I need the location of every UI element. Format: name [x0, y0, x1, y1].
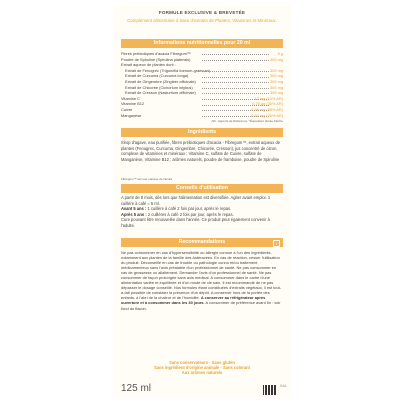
nutrient-value: 305 mg [270, 67, 283, 73]
recommendations-title: Recommandations [178, 239, 226, 245]
formula-title: FORMULE EXCLUSIVE & BREVETÉE [158, 10, 246, 15]
ingredients-text: Sirop d'agave, eau purifiée, fibres prébiotiques d'acacia - Fibregum™, extrait aqueux de plantes (Fenugrec, Curcuma, Gingembre, Chicorée, Cresson), jus concentré de citron, complexe de vitamines et minéraux : Vitamine C, sulfate de Cuivre, sulfate de Manganèse, Vitamine B12 ; arômes naturels, poudre de framboise, poudre de Spiruline [121, 140, 281, 162]
leader-dots [202, 93, 269, 94]
nutrient-name: Extrait de Curcuma (Curcuma longa) [125, 73, 189, 79]
nutrition-header [121, 39, 283, 48]
product-label [113, 5, 291, 397]
claim-1: Sans conservateurs - Sans gluten [169, 360, 235, 365]
leader-dots [202, 60, 269, 61]
nutrient-value: 12 mg (15% AR) [254, 95, 283, 101]
nutrient-name: Extrait aqueux de plantes dont : [121, 62, 176, 68]
nutrient-name: Vitamine C [121, 95, 140, 101]
nutrient-name: Extrait de Chicorée (Cichorium intybus) [125, 84, 193, 90]
nutrient-name: Extrait de Gingembre (Zingiber officinale) [125, 79, 196, 84]
product-claims [121, 360, 283, 376]
nutrition-row [121, 107, 283, 112]
claim-3: Aux arômes naturels [181, 370, 223, 376]
trademark-note: Fibregum™ est une marque de Nexira [121, 177, 173, 181]
nutrition-row [121, 113, 283, 118]
recommendations-text: Ne pas consommer en cas d'hypersensibilité ou allergie connue à l'un des ingrédients, notamment aux plantes de la famille des Astéracées. En cas de réaction, cesser l'utilisation du produit. Déconseillé en cas de trouble ou pathologie connu et/ou traitement médicamenteux sans l'avis préalable d'un professionnel de santé. Ne pas consommer en cas de grossesse ou allaitement. Demander l'avis d'un professionnel de santé. Ne pas consommer de façon prolongée sans avis médical. A consommer dans le cadre d'une alimentation variée et équilibrée et d'un mode de vie sain. Il est recommandé de ne pas dépasser le dosage conseillé. Nos formules étant constituées d'extraits végétaux, il est tout-à-fait possible de constater la présence d'un dépôt. A conserver hors de la portée des enfants, à l'abri de la chaleur et de l'humidité. A conserver au réfrigérateur après ouverture et à consommer dans les 30 jours. A consommer de préférence avant fin : voir fond du flacon. [121, 250, 282, 311]
nutrition-footnote: AR : Apports de Référence. *Équivalent plante fraîche [211, 119, 283, 123]
nutrition-row [121, 73, 283, 78]
leader-dots [202, 54, 269, 55]
product-description: Complément alimentaire à base d'extraits de Plantes, Vitamines et Minéraux. [127, 18, 277, 23]
ingredients-title: Ingrédients [188, 129, 216, 135]
nutrition-row [121, 51, 283, 56]
nutrition-row [121, 85, 283, 90]
nutrition-row [121, 101, 283, 106]
leader-dots [202, 88, 269, 89]
nutrition-row [121, 79, 283, 84]
barcode-icon [263, 385, 277, 395]
claim-2: Sans ingrédient d'origine animale - Sans colorant [153, 365, 251, 371]
leader-dots [202, 77, 269, 78]
nutrient-value: 0,75 µg (30% AR) [252, 101, 283, 107]
usage-text: A partir de 8 mois, dès lors que l'alimentation est diversifiée. Agiter avant emploi. 1 cuillère à café = 5 ml. Avant 5 ans : 1 cuillère à café 2 fois par jour, après le repas. Après 5 ans : 2 cuillères à café 2 fois par jour, après le repas. Cure pouvant être renouvelée dans l'année. Ce produit peut également convenir à l'adulte. [121, 195, 271, 228]
nutrient-value: 305 mg [270, 90, 283, 96]
nutrient-name: Manganèse [121, 112, 142, 118]
nutrient-name: Poudre de Spiruline (Spirulina platensis) [121, 56, 191, 62]
nutrient-value: 5 g [277, 51, 283, 56]
usage-header [121, 184, 283, 193]
nutrition-row [121, 68, 283, 73]
nutrient-name: Vitamine B12 [121, 101, 145, 107]
nutrition-row [121, 57, 283, 62]
volume: 125 ml [121, 383, 152, 394]
nutrient-name: Extrait de Fenugrec (Trigonella foenum-graecum) [125, 67, 211, 73]
leader-dots [202, 82, 269, 83]
ingredients-header [121, 128, 283, 137]
nutrient-name: Fibres prébiotiques d'acacia Fibregum™ [121, 51, 191, 56]
nutrition-row [121, 96, 283, 101]
usage-title: Conseils d'utilisation [176, 185, 228, 191]
warning-icon: ! [273, 240, 280, 247]
recommendations-header [121, 238, 283, 247]
nutrient-name: Cuivre [121, 107, 133, 112]
nutrient-value: 305 mg [270, 73, 283, 79]
leader-dots [202, 71, 269, 72]
nutrient-name: Extrait de Cresson (Nasturtium officinale) [125, 90, 196, 96]
nutrient-value: 305 mg [270, 84, 283, 90]
nutrient-value: 0,52 mg (26% AR) [251, 112, 283, 118]
brand-logo: INA [280, 383, 287, 388]
nutrient-value: 305 mg [270, 56, 283, 62]
nutrient-value: 305 mg [270, 79, 283, 84]
nutrition-row [121, 62, 283, 67]
nutrition-title: Informations nutritionnelles pour 20 ml [153, 40, 251, 46]
nutrient-value: 0,38 mg (38% AR) [251, 107, 283, 112]
nutrition-row [121, 90, 283, 95]
